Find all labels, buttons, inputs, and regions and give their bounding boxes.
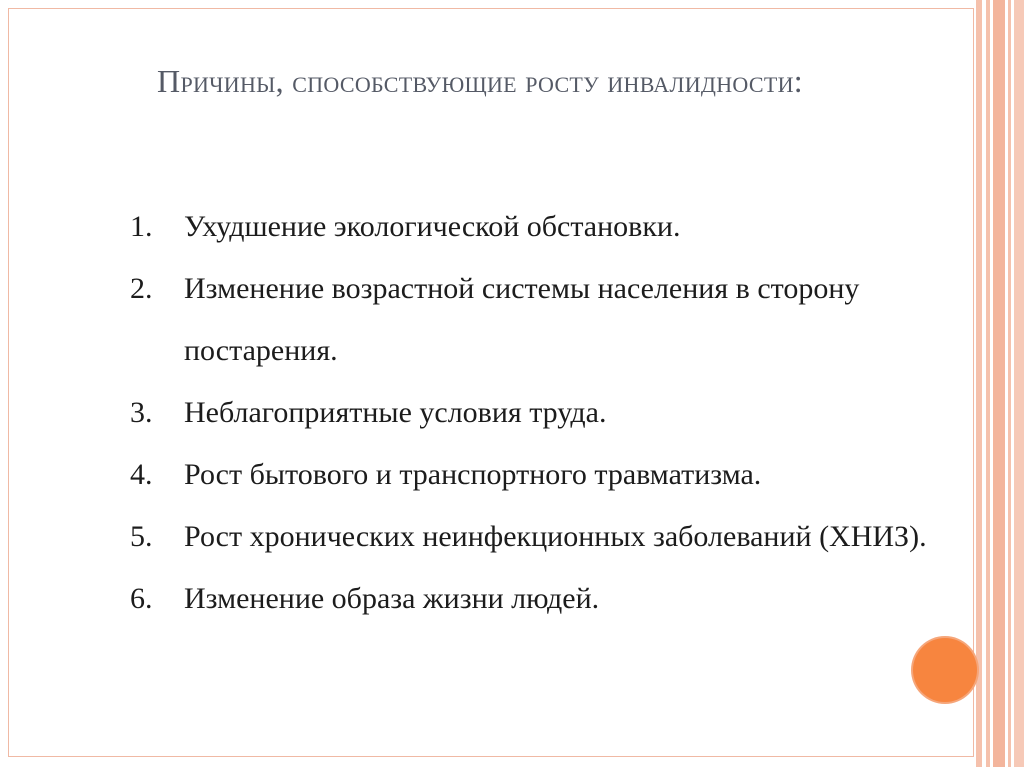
accent-circle bbox=[913, 638, 977, 702]
list-item-number: 2. bbox=[130, 272, 153, 305]
slide-title: Причины, способствующие росту инвалидности: bbox=[157, 63, 803, 99]
list-item bbox=[130, 568, 930, 630]
stripe bbox=[1008, 0, 1011, 767]
stripe bbox=[986, 0, 990, 767]
list-item-text: Рост бытового и транспортного травматизма. bbox=[184, 458, 762, 491]
stripe bbox=[993, 0, 1005, 767]
list-item bbox=[130, 506, 930, 568]
reasons-list bbox=[130, 196, 930, 630]
list-item bbox=[130, 444, 930, 506]
stripe bbox=[976, 0, 982, 767]
list-item bbox=[130, 258, 930, 382]
list-item-text: Рост хронических неинфекционных заболеваний (ХНИЗ). bbox=[184, 520, 927, 553]
list-item-text: Изменение образа жизни людей. bbox=[184, 582, 600, 615]
list-item-number: 3. bbox=[130, 396, 153, 429]
list-item-number: 4. bbox=[130, 458, 153, 491]
list-item-text: Неблагоприятные условия труда. bbox=[184, 396, 607, 429]
list-item-text: Ухудшение экологической обстановки. bbox=[184, 210, 681, 243]
decorative-stripes bbox=[976, 0, 1024, 767]
list-item bbox=[130, 382, 930, 444]
list-item bbox=[130, 196, 930, 258]
list-item-number: 1. bbox=[130, 210, 153, 243]
stripe bbox=[1014, 0, 1024, 767]
list-item-number: 6. bbox=[130, 582, 153, 615]
list-item-text: Изменение возрастной системы населения в сторону постарения. bbox=[184, 272, 860, 367]
list-item-number: 5. bbox=[130, 520, 153, 553]
